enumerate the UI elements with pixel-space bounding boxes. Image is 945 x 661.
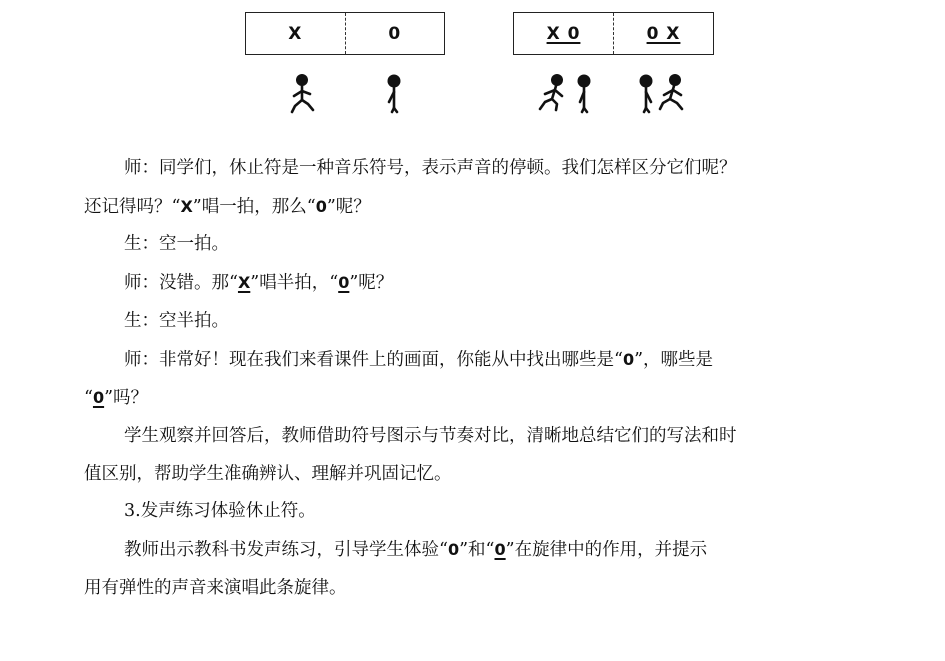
paragraph-teacher-question-cont: 还记得吗？“X”唱一拍，那么“0”呢？ [84, 196, 371, 217]
rest-0-note-x-underlined: 0 X [646, 23, 681, 44]
rhythm-box-2 [513, 12, 714, 55]
paragraph-teacher-followup: 师：没错。那“X”唱半拍，“0”呢？ [124, 273, 394, 294]
rest-0-symbol: 0 [622, 349, 635, 369]
rest-0-symbol: 0 [315, 196, 327, 216]
standing-figure-icon [388, 75, 401, 113]
rhythm-illustration [0, 0, 945, 130]
rhythm-box-2-left [514, 13, 614, 54]
rest-0-underlined-symbol: 0 [92, 388, 105, 408]
note-x-underlined-symbol: X [237, 273, 251, 293]
paragraph-student-answer-2: 生：空半拍。 [124, 310, 229, 331]
paragraph-student-answer-1: 生：空一拍。 [124, 234, 229, 255]
rhythm-box-2-right [614, 13, 713, 54]
paragraph-teacher-question: 师：同学们，休止符是一种音乐符号，表示声音的停顿。我们怎样区分它们呢？ [124, 158, 737, 178]
paragraph-teacher-prompt-cont: “0”吗？ [84, 388, 149, 409]
rest-0-underlined-symbol: 0 [494, 540, 506, 560]
rhythm-box-1 [245, 12, 445, 55]
paragraph-summary: 学生观察并回答后，教师借助符号图示与节奏对比，清晰地总结它们的写法和时 [124, 425, 737, 446]
running-figure-icon [660, 74, 682, 109]
standing-figure-icon [640, 75, 653, 113]
section-heading: 3.发声练习体验休止符。 [124, 501, 316, 522]
rest-0-underlined-symbol: 0 [338, 273, 350, 293]
paragraph-vocal-exercise: 教师出示教科书发声练习，引导学生体验“0”和“0”在旋律中的作用，并提示 [124, 540, 708, 561]
paragraph-summary-cont: 值区别，帮助学生准确辨认、理解并巩固记忆。 [84, 463, 452, 484]
stick-figures [0, 68, 945, 128]
running-figure-icon [292, 74, 313, 112]
paragraph-teacher-prompt: 师：非常好！现在我们来看课件上的画面，你能从中找出哪些是“0”，哪些是 [124, 349, 714, 370]
lesson-text [84, 150, 884, 607]
rest-0: 0 [388, 23, 402, 44]
paragraph-vocal-exercise-cont: 用有弹性的声音来演唱此条旋律。 [84, 577, 347, 598]
note-x-symbol: X [180, 196, 193, 216]
running-figure-icon [540, 74, 563, 110]
rhythm-box-1-right [346, 13, 445, 54]
rest-0-symbol: 0 [447, 540, 460, 560]
rhythm-box-1-left [246, 13, 346, 54]
note-x-rest-0-underlined: X 0 [546, 23, 581, 44]
note-x: X [288, 23, 303, 44]
standing-figure-icon [578, 75, 591, 113]
